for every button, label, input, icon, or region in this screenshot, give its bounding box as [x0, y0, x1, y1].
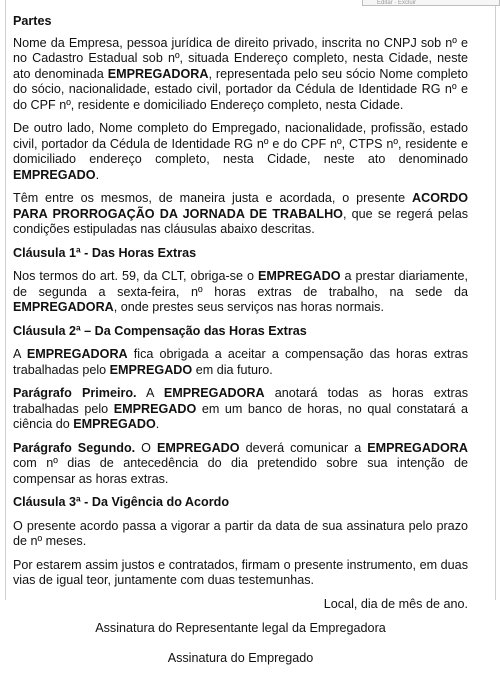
bold-empregado: EMPREGADO: [73, 417, 156, 431]
text-run: , representada pelo seu sócio Nome completo do sócio, nacionalidade, estado civil, portador da Cédula de Identidade RG nº e do CPF nº, residente e domiciliado Endereço completo, nesta Cidade.: [13, 66, 468, 112]
bold-empregado: EMPREGADO: [13, 167, 96, 182]
text-run: deverá comunicar a: [239, 440, 368, 455]
clause-2-heading: Cláusula 2ª – Da Compensação das Horas Extras: [13, 323, 307, 338]
text-run: anotará todas as horas extras trabalhadas pelo: [13, 386, 468, 416]
clause-2-paragraph-first: [13, 386, 468, 433]
top-toolbar-box[interactable]: Editar · Excluir: [362, 0, 500, 6]
bold-empregado: EMPREGADO: [157, 440, 240, 455]
text-run: Têm entre os mesmos, de maneira justa e acordada, o presente: [13, 191, 413, 205]
frame-right-border: [495, 0, 496, 600]
clause-3-heading: Cláusula 3ª - Da Vigência do Acordo: [13, 495, 230, 509]
text-run: , onde prestes seus serviços nas horas normais.: [113, 300, 384, 314]
clause-2-text: [13, 347, 468, 378]
bold-paragraph-label: Parágrafo Segundo.: [13, 440, 136, 455]
text-run: A: [136, 386, 164, 400]
bold-empregadora: EMPREGADORA: [107, 66, 209, 81]
bold-empregado: EMPREGADO: [113, 401, 197, 416]
text-run: com nº dias de antecedência do dia pretendido sobre sua intenção de compensar as horas extras.: [13, 456, 468, 486]
bold-empregadora: EMPREGADORA: [367, 440, 468, 455]
signature-employer: Assinatura do Representante legal da Empregadora: [95, 621, 386, 635]
clause-3-text: O presente acordo passa a vigorar a partir da data de sua assinatura pelo prazo de nº meses.: [13, 518, 468, 548]
text-run: .: [95, 167, 100, 182]
bold-agreement-title: ACORDO PARA PRORROGAÇÃO DA JORNADA DE TRABALHO: [13, 191, 468, 221]
text-run: O: [135, 440, 157, 455]
text-run: A: [13, 347, 27, 361]
place-date: Local, dia de mês de ano.: [323, 596, 468, 611]
bold-empregado: EMPREGADO: [257, 269, 341, 283]
closing-text: Por estarem assim justos e contratados, firmam o presente instrumento, em duas vias de igual teor, juntamente com duas testemunhas.: [13, 557, 468, 587]
text-run: De outro lado, Nome completo do Empregado, nacionalidade, profissão, estado civil, portador da Cédula de Identidade RG nº e do CPF nº, CTPS nº, residente e domiciliado endereço completo, nesta Cidade, neste ato denominado: [13, 121, 468, 166]
clause-1-heading: Cláusula 1ª - Das Horas Extras: [13, 245, 197, 260]
clause-1-text: [13, 269, 468, 316]
text-run: Nome da Empresa, pessoa jurídica de direito privado, inscrita no CNPJ sob nº e no Cadastro Estadual sob nº, situada Endereço completo, nesta Cidade, neste ato denominada: [13, 35, 468, 81]
bold-empregadora: EMPREGADORA: [13, 300, 114, 314]
paragraph-agreement: [13, 191, 468, 238]
text-run: .: [155, 417, 160, 431]
text-run: em um banco de horas, no qual constatará a ciência do: [13, 401, 469, 431]
text-run: a prestar diariamente, de segunda a sexta-feira, nº horas extras de trabalho, na sede da: [13, 269, 469, 299]
text-run: , que se regerá pelas condições estipuladas nas cláusulas abaixo descritas.: [13, 206, 468, 236]
paragraph-employer: [13, 36, 468, 114]
clause-2-paragraph-second: [13, 441, 468, 488]
paragraph-employee: [13, 121, 468, 183]
text-run: fica obrigada a aceitar a compensação das horas extras trabalhadas pelo: [13, 347, 468, 377]
text-run: em dia futuro.: [192, 362, 273, 377]
frame-left-border: [5, 0, 6, 600]
bold-empregadora: EMPREGADORA: [163, 386, 265, 400]
bold-empregado: EMPREGADO: [109, 362, 193, 377]
signature-employee: Assinatura do Empregado: [167, 650, 314, 665]
bold-empregadora: EMPREGADORA: [26, 347, 128, 361]
document-body: [13, 14, 468, 674]
bold-paragraph-label: Parágrafo Primeiro.: [13, 386, 137, 400]
heading-partes: Partes: [13, 14, 52, 28]
text-run: Nos termos do art. 59, da CLT, obriga-se o: [13, 269, 258, 283]
